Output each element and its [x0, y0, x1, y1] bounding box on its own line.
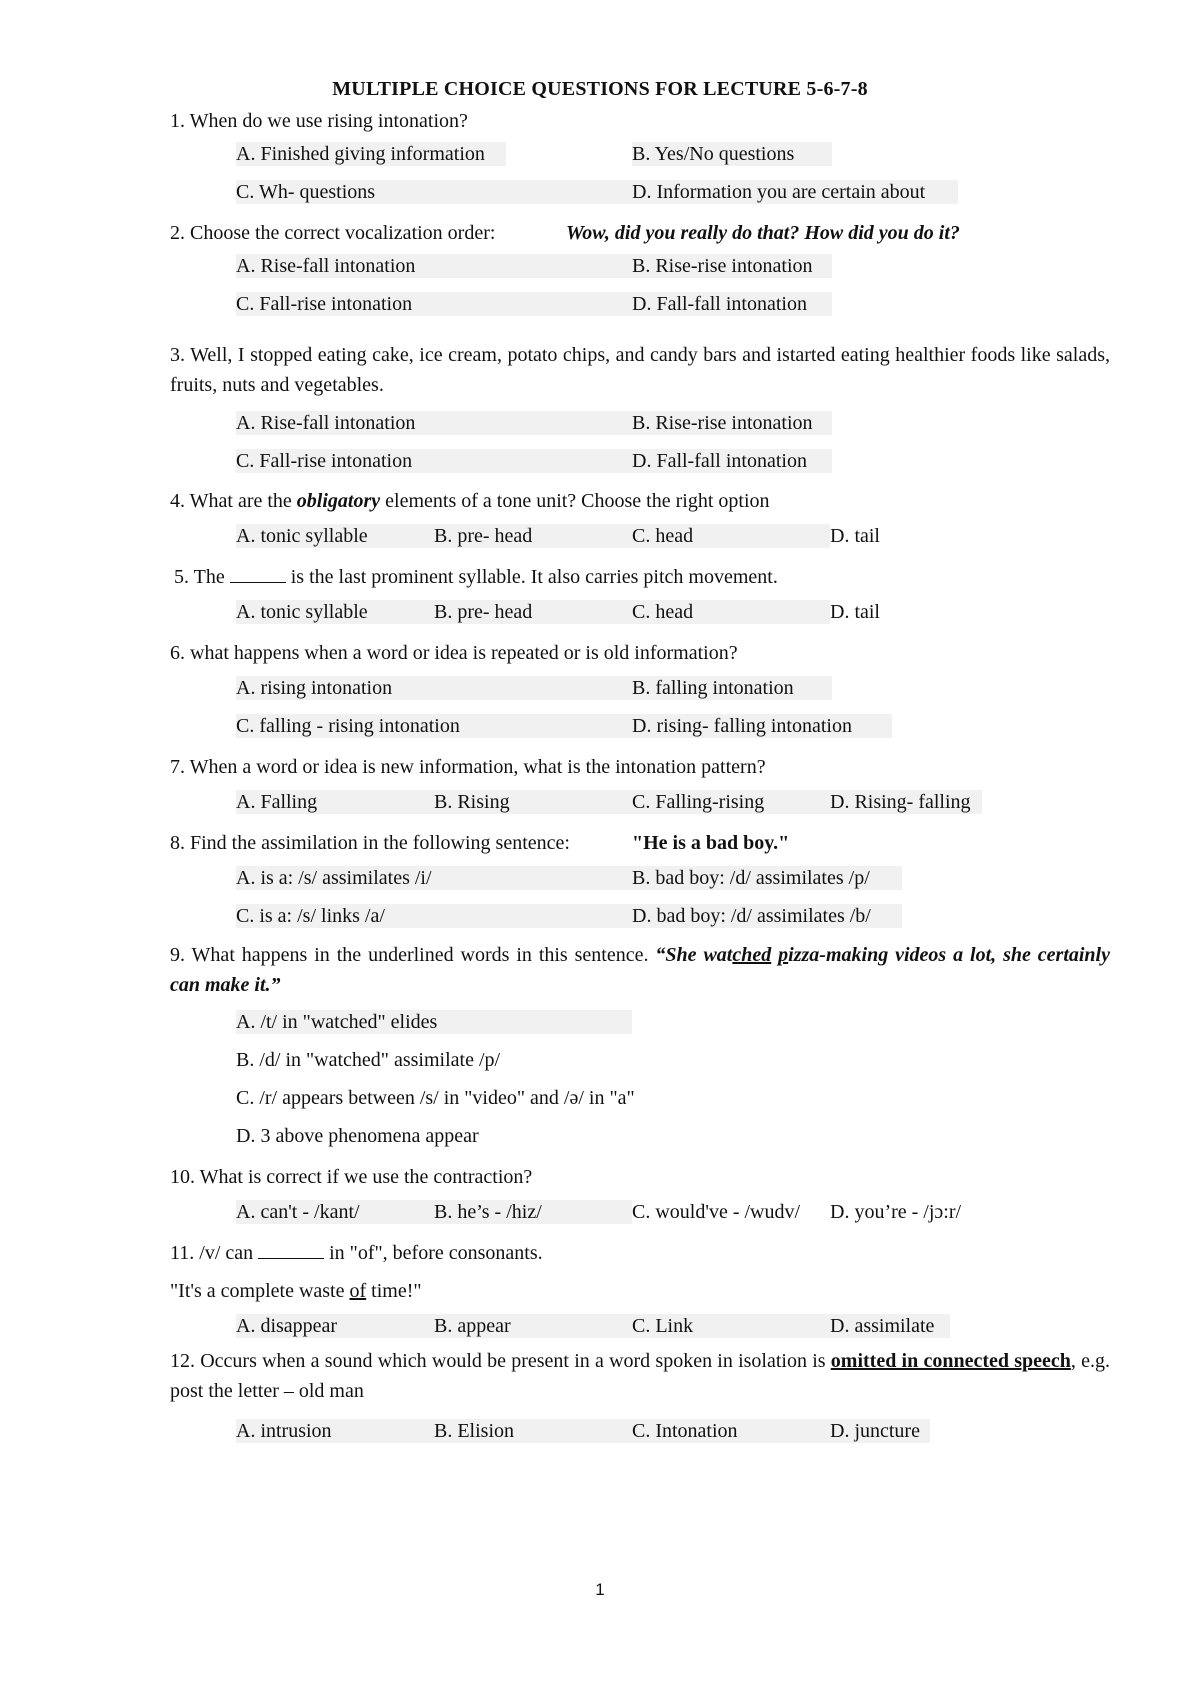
q10-option-d: D. you’re - /jɔ:r/ — [830, 1201, 962, 1223]
question-9-quote-start: “She wat — [655, 944, 733, 966]
q5-option-b: B. pre- head — [434, 600, 632, 624]
question-10: 10. What is correct if we use the contraction? — [170, 1166, 533, 1188]
question-9-text: 9. What happens in the underlined words in this sentence. — [170, 944, 656, 966]
q1-option-a: A. Finished giving information — [236, 142, 506, 166]
question-5-text-end: is the last prominent syllable. It also carries pitch movement. — [285, 566, 778, 588]
q7-option-b: B. Rising — [434, 790, 632, 814]
q12-option-b: B. Elision — [434, 1419, 632, 1443]
q9-option-c: C. /r/ appears between /s/ in "video" and /ə/ in "a" — [236, 1087, 635, 1109]
q10-option-c: C. would've - /wudv/ — [632, 1201, 801, 1223]
q8-option-b: B. bad boy: /d/ assimilates /p/ — [632, 866, 902, 890]
q8-option-d: D. bad boy: /d/ assimilates /b/ — [632, 904, 902, 928]
question-2-text: 2. Choose the correct vocalization order: — [170, 222, 496, 244]
question-12-text-start: 12. Occurs when a sound which would be present in a word spoken in isolation is — [170, 1350, 831, 1372]
q4-option-c: C. head — [632, 524, 830, 548]
q6-option-b: B. falling intonation — [632, 676, 832, 700]
question-8 — [170, 828, 1110, 858]
question-12-emphasis: omitted in connected speech — [830, 1350, 1071, 1372]
question-7: 7. When a word or idea is new information, what is the intonation pattern? — [170, 756, 766, 778]
question-9-underlined-2: p — [778, 944, 789, 966]
question-11-text-end: in "of", before consonants. — [324, 1242, 543, 1264]
question-4-emphasis: obligatory — [296, 490, 381, 512]
q2-option-b: B. Rise-rise intonation — [632, 254, 832, 278]
question-11-text-start: 11. /v/ can — [170, 1242, 259, 1264]
question-11-example — [170, 1276, 1110, 1306]
q5-option-a: A. tonic syllable — [236, 600, 434, 624]
question-12 — [170, 1346, 1110, 1406]
question-11 — [170, 1238, 1110, 1268]
question-9-quote-end: izza-making videos a lot, she certainly can make it.” — [170, 944, 1110, 996]
question-5-blank — [230, 564, 286, 583]
q1-option-d: D. Information you are certain about — [632, 180, 958, 204]
q5-option-c: C. head — [632, 600, 830, 624]
page-title: MULTIPLE CHOICE QUESTIONS FOR LECTURE 5-6-7-8 — [332, 78, 868, 100]
q3-option-a: A. Rise-fall intonation — [236, 411, 632, 435]
q4-option-a: A. tonic syllable — [236, 524, 434, 548]
q6-option-d: D. rising- falling intonation — [632, 714, 892, 738]
q8-option-c: C. is a: /s/ links /a/ — [236, 904, 632, 928]
q9-option-a: A. /t/ in "watched" elides — [236, 1010, 632, 1034]
q2-option-d: D. Fall-fall intonation — [632, 292, 832, 316]
question-2-quote: Wow, did you really do that? How did you do it? — [566, 222, 960, 244]
question-4-text-start: 4. What are the — [170, 490, 297, 512]
q10-option-b: B. he’s - /hiz/ — [434, 1200, 632, 1224]
example-text-end: time!" — [366, 1280, 422, 1302]
q2-option-c: C. Fall-rise intonation — [236, 292, 632, 316]
question-8-quote: "He is a bad boy." — [632, 832, 790, 854]
q12-option-d: D. juncture — [830, 1419, 930, 1443]
q6-option-a: A. rising intonation — [236, 676, 632, 700]
question-9-underlined-1: ched — [732, 944, 772, 966]
q9-option-d: D. 3 above phenomena appear — [236, 1125, 479, 1147]
question-4-text-end: elements of a tone unit? Choose the right option — [380, 490, 770, 512]
q5-option-d: D. tail — [830, 601, 880, 623]
question-1: 1. When do we use rising intonation? — [170, 110, 468, 132]
question-5 — [174, 562, 1114, 592]
question-8-text: 8. Find the assimilation in the following sentence: — [170, 832, 570, 854]
question-11-blank — [258, 1240, 324, 1259]
question-4 — [170, 486, 1110, 516]
q7-option-a: A. Falling — [236, 790, 434, 814]
q3-option-c: C. Fall-rise intonation — [236, 449, 632, 473]
question-3: 3. Well, I stopped eating cake, ice cream, potato chips, and candy bars and istarted eating healthier foods like salads, fruits, nuts and vegetables. — [170, 344, 1110, 396]
q8-option-a: A. is a: /s/ assimilates /i/ — [236, 866, 632, 890]
q11-option-b: B. appear — [434, 1314, 632, 1338]
q2-option-a: A. Rise-fall intonation — [236, 254, 632, 278]
q11-option-d: D. assimilate — [830, 1314, 950, 1338]
q1-option-b: B. Yes/No questions — [632, 142, 832, 166]
example-underlined: of — [349, 1280, 367, 1302]
q9-option-b: B. /d/ in "watched" assimilate /p/ — [236, 1049, 501, 1071]
question-12-text-end: , e.g. post the letter – old man — [170, 1350, 1110, 1402]
q7-option-c: C. Falling-rising — [632, 790, 830, 814]
q12-option-a: A. intrusion — [236, 1419, 434, 1443]
q4-option-b: B. pre- head — [434, 524, 632, 548]
q6-option-c: C. falling - rising intonation — [236, 714, 632, 738]
q11-option-a: A. disappear — [236, 1314, 434, 1338]
q1-option-c: C. Wh- questions — [236, 180, 632, 204]
q3-option-d: D. Fall-fall intonation — [632, 449, 832, 473]
q4-option-d: D. tail — [830, 525, 880, 547]
q11-option-c: C. Link — [632, 1314, 830, 1338]
q7-option-d: D. Rising- falling — [830, 790, 982, 814]
page-number: 1 — [595, 1580, 605, 1599]
q10-option-a: A. can't - /kant/ — [236, 1200, 434, 1224]
example-text-start: "It's a complete waste — [170, 1280, 350, 1302]
question-5-text-start: 5. The — [174, 566, 230, 588]
question-9 — [170, 940, 1110, 1000]
q12-option-c: C. Intonation — [632, 1419, 830, 1443]
question-6: 6. what happens when a word or idea is repeated or is old information? — [170, 642, 738, 664]
question-2 — [170, 218, 1110, 248]
q3-option-b: B. Rise-rise intonation — [632, 411, 832, 435]
